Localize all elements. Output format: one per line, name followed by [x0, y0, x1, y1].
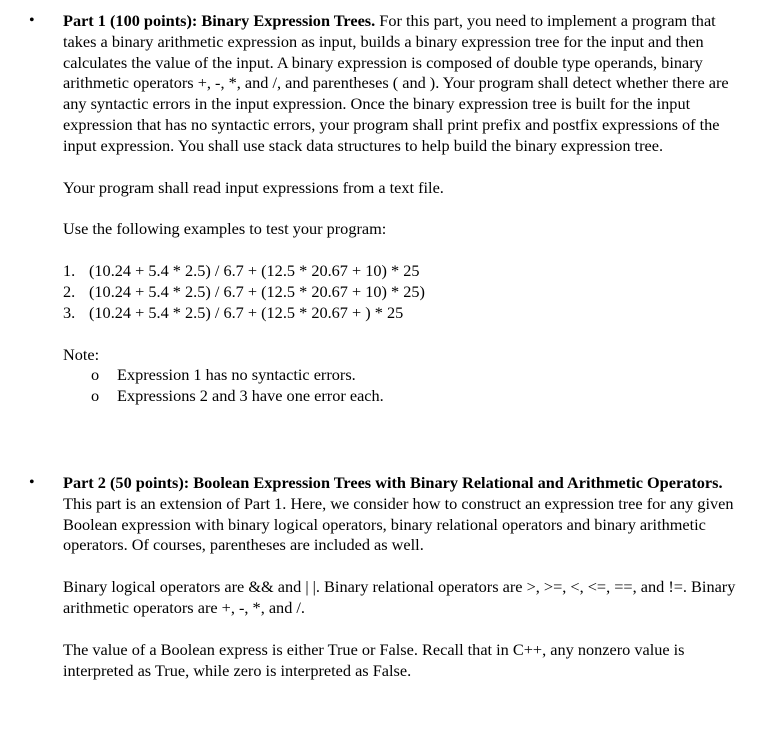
- examples-list: [63, 261, 748, 323]
- list-item: [63, 261, 748, 282]
- note-text: Expressions 2 and 3 have one error each.: [117, 386, 384, 406]
- part2-heading: Part 2 (50 points): Boolean Expression Trees with Binary Relational and Arithmetic Operators.: [63, 473, 723, 492]
- list-item: [63, 386, 748, 407]
- list-item: [63, 303, 748, 324]
- circle-bullet-icon: o: [91, 386, 100, 406]
- list-item: [63, 365, 748, 386]
- part1-paragraph: [63, 11, 748, 157]
- part2-operators-line: Binary logical operators are && and | |. Binary relational operators are >, >=, <, <=, ==, and !=. Binary arithmetic operators are +, -, *, and /.: [63, 577, 736, 617]
- example-number: 3.: [63, 302, 76, 322]
- example-number: 2.: [63, 281, 76, 301]
- list-item: [63, 282, 748, 303]
- example-expression: (10.24 + 5.4 * 2.5) / 6.7 + (12.5 * 20.67 + 10) * 25): [89, 281, 425, 301]
- part1-intro: For this part, you need to implement a program that takes a binary arithmetic expression as input, builds a binary expression tree for the input and then calculates the value of the input. A binary expression is composed of double type operands, binary arithmetic operators +, -, *, and /, and parentheses ( and ). Your program shall detect whether there are any syntactic errors in the input expression. Once the binary expression tree is built for the input expression that has no syntactic errors, your program shall print prefix and postfix expressions of the input expression. You shall use stack data structures to help build the binary expression tree.: [63, 11, 729, 155]
- part2-intro: This part is an extension of Part 1. Here, we consider how to construct an expression tree for any given Boolean expression with binary logical operators, binary relational operators and binary arithmetic operators. Of courses, parentheses are included as well.: [63, 493, 734, 555]
- note-text: Expression 1 has no syntactic errors.: [117, 365, 356, 385]
- part1-read-line: Your program shall read input expressions from a text file.: [63, 177, 444, 197]
- notes-list: [63, 365, 748, 407]
- example-expression: (10.24 + 5.4 * 2.5) / 6.7 + (12.5 * 20.67 + 10) * 25: [89, 261, 420, 281]
- part2-value-line: The value of a Boolean express is either True or False. Recall that in C++, any nonzero value is interpreted as True, while zero is interpreted as False.: [63, 639, 685, 680]
- example-expression: (10.24 + 5.4 * 2.5) / 6.7 + (12.5 * 20.67 + ) * 25: [89, 302, 404, 322]
- part2-bullet: •: [29, 474, 35, 491]
- example-number: 1.: [63, 261, 76, 281]
- circle-bullet-icon: o: [91, 365, 100, 385]
- part2-paragraph: [63, 473, 748, 556]
- part1-bullet: •: [29, 12, 35, 29]
- part1-heading: Part 1 (100 points): Binary Expression Trees.: [63, 11, 376, 30]
- part1-section: [63, 11, 748, 407]
- note-label: Note:: [63, 344, 100, 364]
- part1-use-line: Use the following examples to test your program:: [63, 219, 387, 239]
- part2-section: [63, 473, 748, 681]
